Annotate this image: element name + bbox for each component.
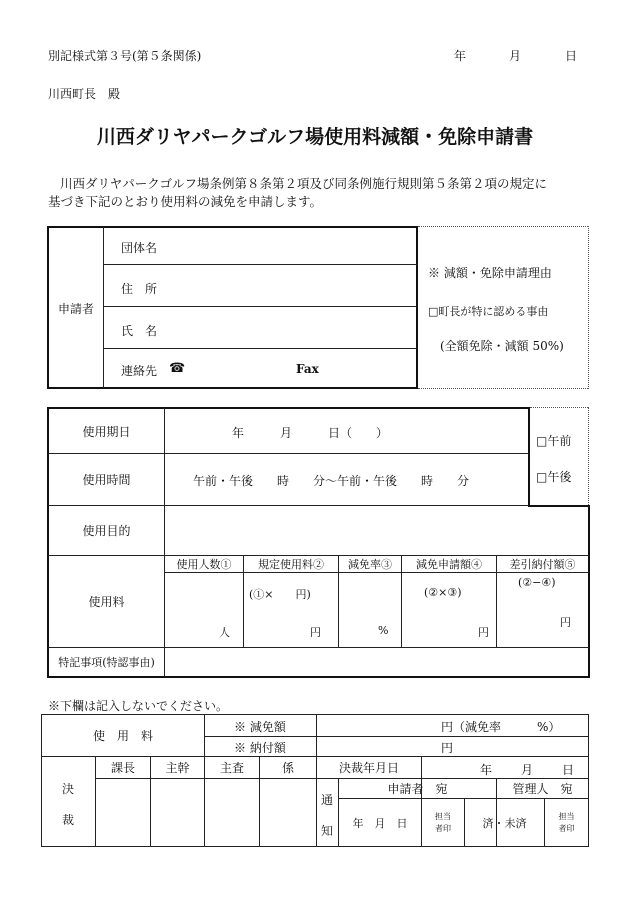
payment-amount-label: ※ 納付額 — [234, 741, 286, 755]
usage-time-label: 使用時間 — [82, 473, 131, 487]
payment-amount-value: 円 — [441, 741, 454, 755]
page-title: 川西ダリヤパークゴルフ場使用料減額・免除申請書 — [96, 126, 534, 148]
unit-people: 人 — [219, 626, 230, 639]
role-supervisor: 主査 — [219, 761, 244, 775]
fee-header-reduction: 減免申請額④ — [416, 558, 482, 571]
fee-header-people: 使用人数① — [176, 558, 232, 571]
seal-line-1: 担当 — [435, 811, 451, 821]
checkbox-pm[interactable]: □午後 — [536, 470, 572, 484]
formula-fee: (①× 円) — [249, 588, 311, 601]
seal-line-2: 者印 — [558, 823, 575, 833]
decision-char-1: 決 — [62, 782, 75, 796]
reduction-amount-value: 円（減免率 %） — [441, 720, 561, 734]
reduction-amount-label: ※ 減免額 — [234, 720, 286, 734]
date-month-label: 月 — [509, 49, 522, 63]
usage-date-label: 使用期日 — [82, 424, 131, 439]
intro-line-1: 川西ダリヤパークゴルフ場条例第８条第２項及び同条例施行規則第５条第２項の規定に — [60, 176, 548, 191]
contact-label: 連絡先 — [121, 364, 158, 378]
reason-title: ※ 減額・免除申請理由 — [428, 266, 552, 280]
decision-year: 年 — [480, 763, 493, 777]
unit-percent: % — [378, 624, 389, 637]
decision-day: 日 — [562, 763, 575, 777]
decision-month: 月 — [521, 763, 534, 777]
usage-date-value: 年 月 日（ ） — [232, 426, 389, 440]
notice-char-2: 知 — [321, 824, 334, 838]
formula-payment: (②−④) — [518, 576, 556, 589]
formula-reduction: (②×③) — [424, 586, 462, 599]
decision-char-2: 裁 — [62, 813, 75, 827]
usage-fee-label: 使用料 — [88, 595, 125, 609]
intro-line-2: 基づき下記のとおり使用料の減免を申請します。 — [48, 194, 323, 209]
seal-line-1: 担当 — [558, 811, 575, 821]
applicant-label: 申請者 — [57, 301, 94, 316]
special-notes-label: 特記事項(特認事由) — [58, 656, 155, 669]
reason-option-mayor[interactable]: □町長が特に認める事由 — [428, 305, 549, 318]
organization-label: 団体名 — [121, 241, 158, 255]
name-label: 氏 名 — [121, 324, 158, 338]
fee-header-rate: 減免率③ — [348, 558, 392, 571]
date-day-label: 日 — [565, 49, 578, 63]
notice-manager-status: 済・未済 — [482, 816, 527, 830]
notice-applicant: 申請者 宛 — [387, 782, 448, 796]
unit-yen-reduction: 円 — [478, 626, 489, 639]
reason-note: (全額免除・減額 50%) — [440, 339, 564, 353]
form-number: 別記様式第３号(第５条関係) — [48, 49, 202, 63]
usage-time-value: 午前・午後 時 分～午前・午後 時 分 — [193, 474, 470, 488]
office-fee-label: 使 用 料 — [92, 729, 153, 743]
checkbox-am[interactable]: □午前 — [536, 434, 572, 448]
fax-label: Fax — [296, 362, 319, 376]
role-section-chief: 課長 — [110, 761, 135, 775]
notice-applicant-date: 年 月 日 — [352, 816, 408, 830]
unit-yen-standard: 円 — [310, 626, 321, 639]
phone-icon: ☎ — [169, 361, 186, 376]
address-label: 住 所 — [121, 282, 158, 296]
notice-applicant-seal — [422, 799, 464, 846]
role-staff: 係 — [281, 761, 294, 775]
role-chief-manager: 主幹 — [165, 761, 190, 775]
date-year-label: 年 — [454, 49, 467, 63]
notice-manager-seal — [545, 799, 588, 846]
usage-purpose-label: 使用目的 — [82, 524, 131, 538]
addressee: 川西町長 殿 — [48, 87, 121, 101]
decision-date-label: 決裁年月日 — [338, 761, 399, 775]
fee-header-standard: 規定使用料② — [258, 558, 324, 571]
office-note: ※下欄は記入しないでください。 — [48, 699, 229, 713]
notice-char-1: 通 — [321, 793, 334, 807]
fee-header-payment: 差引納付額⑤ — [509, 558, 576, 571]
unit-yen-payment: 円 — [560, 616, 571, 629]
notice-manager: 管理人 宛 — [512, 782, 573, 796]
seal-line-2: 者印 — [435, 823, 451, 833]
